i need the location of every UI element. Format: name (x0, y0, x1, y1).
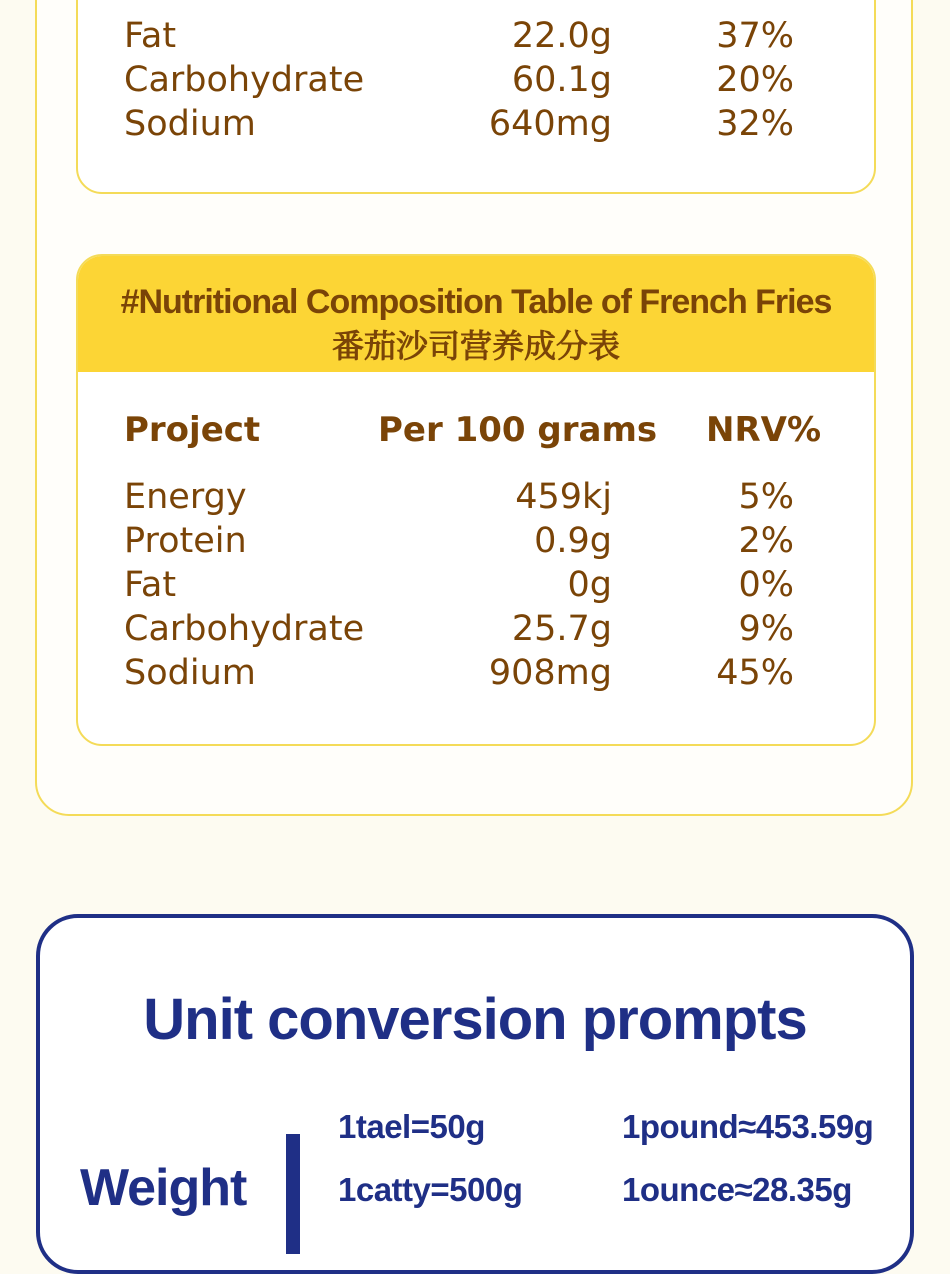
row-value: 0g (567, 565, 612, 605)
table-title-en: #Nutritional Composition Table of French Fries (120, 283, 832, 321)
table-row (124, 475, 824, 519)
row-value: 640mg (488, 104, 612, 144)
nutrition-table-french-fries (76, 254, 876, 746)
row-value: 60.1g (511, 60, 612, 100)
row-nrv: 9% (738, 609, 794, 649)
row-name: Energy (124, 477, 247, 517)
row-nrv: 37% (716, 16, 794, 56)
row-nrv: 45% (716, 653, 794, 693)
row-name: Carbohydrate (124, 609, 365, 649)
nutrition-table-previous (76, 0, 876, 194)
row-value: 25.7g (511, 609, 612, 649)
table-row (124, 102, 824, 146)
row-nrv: 5% (738, 477, 794, 517)
table-header-banner (78, 256, 874, 372)
conversion-catty: 1catty=500g (338, 1171, 523, 1208)
row-value: 459kj (515, 477, 612, 517)
weight-category-label: Weight (80, 1159, 247, 1217)
table-column-headers (124, 408, 824, 452)
conversion-ounce: 1ounce≈28.35g (622, 1171, 852, 1208)
table-row (124, 14, 824, 58)
row-name: Fat (124, 565, 177, 605)
unit-conversion-title: Unit conversion prompts (143, 987, 807, 1052)
table-row (124, 58, 824, 102)
header-nrv: NRV% (706, 410, 822, 450)
row-name: Sodium (124, 653, 256, 693)
row-value: 0.9g (534, 521, 612, 561)
table-row (124, 519, 824, 563)
row-name: Fat (124, 16, 177, 56)
unit-conversion-card (36, 914, 914, 1274)
header-project: Project (124, 410, 261, 450)
table-title-zh: 番茄沙司营养成分表 (331, 327, 620, 365)
row-value: 22.0g (511, 16, 612, 56)
table-row (124, 607, 824, 651)
header-per-100-grams: Per 100 grams (378, 410, 658, 450)
table-row (124, 651, 824, 695)
category-divider (286, 1134, 300, 1254)
row-nrv: 32% (716, 104, 794, 144)
row-value: 908mg (488, 653, 612, 693)
conversion-tael: 1tael=50g (338, 1108, 485, 1145)
row-nrv: 20% (716, 60, 794, 100)
conversion-pound: 1pound≈453.59g (622, 1108, 874, 1145)
row-nrv: 0% (738, 565, 794, 605)
row-name: Sodium (124, 104, 256, 144)
row-name: Carbohydrate (124, 60, 365, 100)
row-nrv: 2% (738, 521, 794, 561)
table-row (124, 563, 824, 607)
row-name: Protein (124, 521, 247, 561)
